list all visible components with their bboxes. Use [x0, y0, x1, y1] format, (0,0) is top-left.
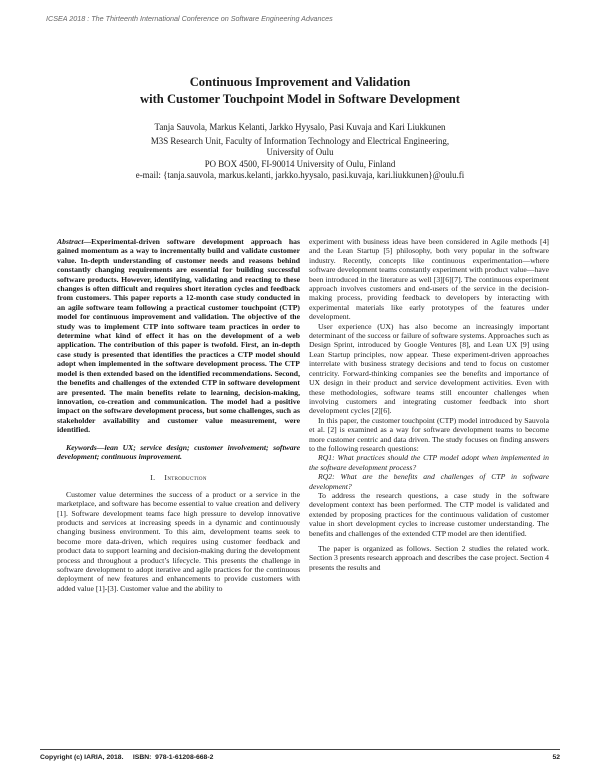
- keywords: Keywords—lean UX; service design; customer involvement; software development; continuous improvement.: [57, 442, 300, 461]
- section-title: Introduction: [164, 473, 207, 483]
- section-number: I.: [150, 473, 156, 483]
- abstract: [57, 237, 300, 435]
- conference-header: ICSEA 2018 : The Thirteenth International Conference on Software Engineering Advances: [46, 14, 333, 23]
- paragraph-ctp: In this paper, the customer touchpoint (CTP) model introduced by Sauvola et al. [2] is examined as a way for software development teams to become more customer centric and data driven. The study focuses on finding answers to the following research questions:: [309, 415, 549, 453]
- paragraph-continued: experiment with business ideas have been considered in Agile methods [4] and the Lean Startup [5] philosophy, both very popular in the software industry. Recently, concepts like continuous experimentation—where software development teams constantly experiment with product value—have been introduced in the literature as well [3][6][7]. The continuous experiment approach involves customers and end-users of the service in the decision-making process, providing feedback to developers by interacting with experimental materials like early prototypes of the features under development.: [309, 237, 549, 322]
- author-block: [0, 122, 600, 182]
- postal-address: PO BOX 4500, FI-90014 University of Oulu, Finland: [204, 158, 396, 169]
- left-column: [57, 237, 300, 593]
- title-line-1: Continuous Improvement and Validation: [189, 75, 411, 89]
- section-heading-introduction: [57, 473, 300, 482]
- title-line-2: with Customer Touchpoint Model in Software Development: [140, 91, 460, 106]
- affiliation-line-2: University of Oulu: [266, 147, 334, 157]
- research-question-2: RQ2: What are the benefits and challenges of CTP in software development?: [309, 472, 549, 491]
- paragraph-ux: User experience (UX) has also become an increasingly important determinant of the success or failure of software systems. Approaches such as Design Sprint, introduced by Google Ventures [8], and Lean UX [9] using Lean Startup principles, now appear. These experiment-driven approaches interrelate with business strategy decisions and tend to focus on customer centricity. Forward-thinking companies see the benefits and importance of UX design in their product and service development activities. Even with these methodologies, software teams still encounter challenges when involving customers and integrating customer feedback into short development cycles [2][6].: [309, 321, 549, 416]
- abstract-text: —Experimental-driven software development approach has gained momentum as a way to incrementally build and validate customer value. In-depth understanding of customer needs and reasons behind constantly changing requirements are essential for building successful software products. However, identifying, validating and reacting to these changes is often difficult and requires short iteration cycles and feedback from customers. This paper reports a 12-month case study conducted in an agile software team following a practical customer touchpoint (CTP) model for continuous improvement and validation. The objective of the study was to implement CTP into software team practices in order to determine what kind of effect it has on the development of a web application. The contribution of this paper is twofold. First, an in-depth case study is presented that identifies the practices a CTP model should adopt when implemented in the software development process. The CTP model is then extended based on the identified recommendations. Second, the benefits and challenges of the extended CTP in software development are presented. The main benefits relate to learning, decision-making, innovation, co-creation and communication. The model had a positive impact on the software development process, but some challenges, such as stakeholder availability and customer value measurement, were identified.: [57, 237, 300, 435]
- research-question-1: RQ1: What practices should the CTP model adopt when implemented in the software development process?: [309, 453, 549, 472]
- affiliation-line-1: M3S Research Unit, Faculty of Information Technology and Electrical Engineering,: [150, 135, 450, 146]
- page-number: 52: [552, 754, 560, 761]
- paper-title: [0, 74, 600, 107]
- intro-paragraph-1: Customer value determines the success of a product or a service in the marketplace, and software has become essential to value creation and delivery [1]. Software development teams face high pressure to develop innovative products and services at increasing speeds in a dynamic and continuously changing business environment. To this aim, development teams seek to become more data-driven, which requires using customer feedback and product data to support learning and decision-making during the development process and throughout a product’s lifecycle. This presents the challenge in software development to adopt iterative and agile practices for the continuous deployment of new features and enhancements to provide customers with added value [1]-[3]. Customer value and the ability to: [57, 489, 300, 593]
- author-names: Tanja Sauvola, Markus Kelanti, Jarkko Hyysalo, Pasi Kuvaja and Kari Liukkunen: [154, 122, 446, 132]
- right-column: [309, 237, 549, 572]
- paragraph-approach: To address the research questions, a case study in the software development context has been performed. The CTP model is validated and extended by proposing practices for the continuous validation of customer value in short development cycles to increase customer understanding. The benefits and challenges of the extended CTP model are then identified.: [309, 490, 549, 538]
- paragraph-organization: The paper is organized as follows. Section 2 studies the related work. Section 3 presents research approach and describes the case project. Section 4 presents the results and: [309, 544, 549, 572]
- page-footer: [40, 749, 560, 761]
- email-line: e-mail: {tanja.sauvola, markus.kelanti, jarkko.hyysalo, pasi.kuvaja, kari.liukkunen}@oulu.fi: [135, 170, 465, 180]
- abstract-label: Abstract: [57, 237, 84, 246]
- copyright-isbn: Copyright (c) IARIA, 2018. ISBN: 978-1-61208-668-2: [40, 754, 214, 761]
